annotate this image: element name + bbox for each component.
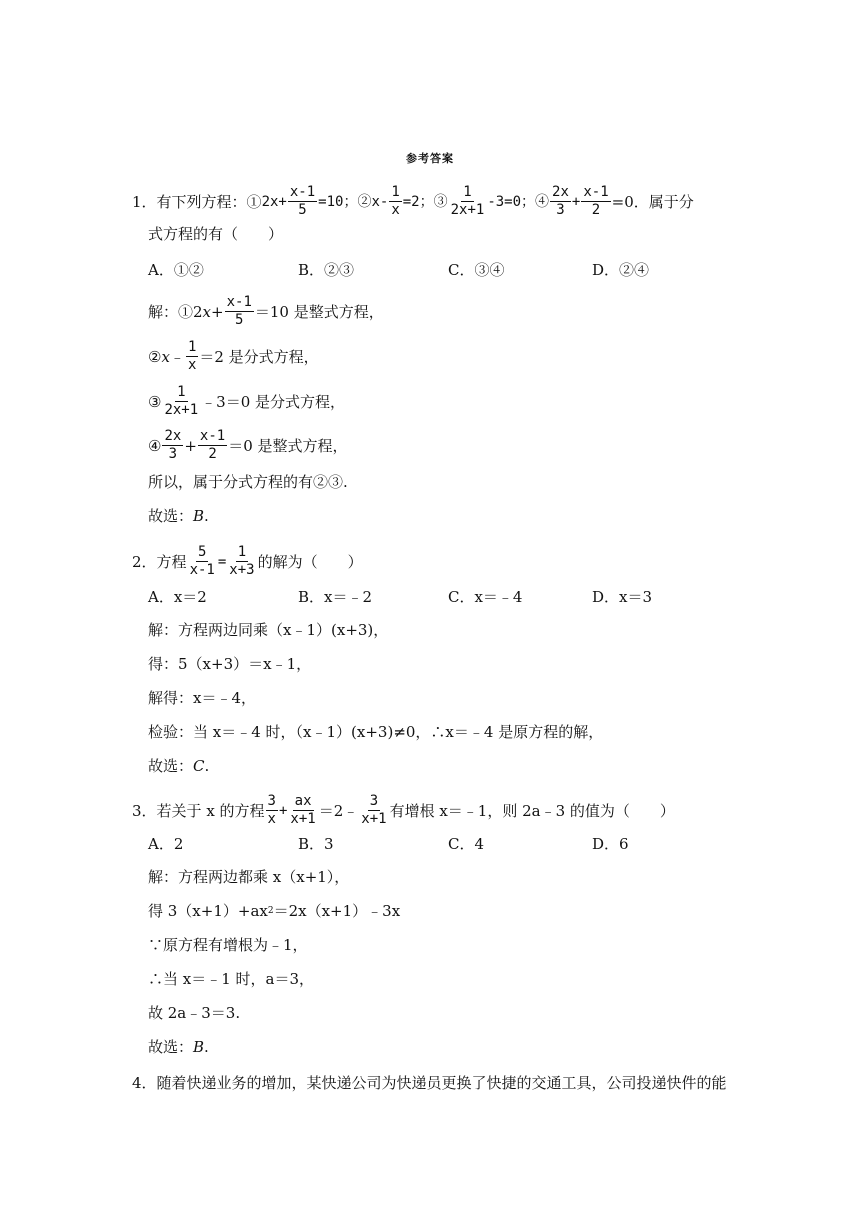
q4-stem: 4． 随着快递业务的增加，某快递公司为快递员更换了快捷的交通工具，公司投递快件的能 — [132, 1074, 727, 1092]
q2-number: 2． — [132, 552, 157, 571]
q1-option-b: B．②③ — [298, 261, 355, 279]
q2-solution-line: 解得：x＝﹣4， — [148, 689, 257, 707]
q1-solution-line: ② x ﹣ $\frac{1}{x}$ ＝2 是分式方程， — [148, 339, 319, 373]
q2-option-c: C．x＝﹣4 — [448, 588, 523, 606]
q2-option-a: A．x＝2 — [148, 588, 207, 606]
fraction: $\frac{1}{x}$ — [391, 184, 400, 218]
q1-stem-cont: 式方程的有（ ） — [148, 225, 284, 243]
q3-stem: 3． 若关于 x 的方程 $\frac{3}{x}$ + $\frac{ax}{x+1}$ ＝2﹣ $\frac{3}{x+1}$ 有增根 x＝﹣1，则 2a﹣3 的值为（ ） — [132, 793, 675, 827]
q2-solution-line: 解：方程两边同乘（x﹣1）(x+3)， — [148, 621, 389, 639]
q2-stem: 2． 方程 $\frac{5}{x-1}$ = $\frac{1}{x+3}$ 的解为（ ） — [132, 544, 363, 578]
q1-option-d: D．②④ — [592, 261, 650, 279]
q3-solution-line: 得 3（x+1）+ax 2 ＝2x（x+1）﹣3x — [148, 902, 401, 920]
q1-option-c: C．③④ — [448, 261, 505, 279]
q2-option-b: B．x＝﹣2 — [298, 588, 373, 606]
q3-answer: 故选： B . — [148, 1038, 209, 1056]
q1-option-a: A．①② — [148, 261, 204, 279]
q1-answer: 故选： B . — [148, 507, 209, 525]
q3-option-b: B．3 — [298, 835, 334, 853]
q1-solution-line: 解：①2 x + $\frac{x-1}{5}$ ＝10 是整式方程， — [148, 294, 384, 328]
q3-solution-line: 故 2a﹣3＝3. — [148, 1004, 241, 1022]
q1-solution-line: ③ $\frac{1}{2x+1}$ ﹣3＝0 是分式方程， — [148, 384, 346, 418]
q1-solution-line: ④ $\frac{2x}{3}$ + $\frac{x-1}{2}$ ＝0 是整式方程， — [148, 428, 348, 462]
q3-option-c: C．4 — [448, 835, 485, 853]
fraction: $\frac{2x}{3}$ — [552, 184, 569, 218]
q2-option-d: D．x＝3 — [592, 588, 653, 606]
q2-solution-line: 检验：当 x＝﹣4 时，（x﹣1）(x+3)≠0，∴x＝﹣4 是原方程的解， — [148, 723, 604, 741]
q2-solution-line: 得：5（x+3）＝x﹣1， — [148, 655, 312, 673]
fraction: $\frac{1}{2x+1}$ — [450, 184, 485, 218]
page-title: 参考答案 — [406, 152, 454, 165]
q4-number: 4． — [132, 1074, 157, 1092]
q3-solution-line: ∴当 x＝﹣1 时，a＝3， — [148, 970, 315, 988]
fraction: $\frac{x-1}{2}$ — [583, 184, 609, 218]
q3-number: 3． — [132, 801, 157, 820]
fraction: $\frac{x-1}{5}$ — [289, 184, 316, 218]
q3-option-d: D．6 — [592, 835, 629, 853]
q3-solution-line: ∵原方程有增根为﹣1， — [148, 936, 308, 954]
q3-option-a: A．2 — [148, 835, 184, 853]
q1-solution-line: 所以，属于分式方程的有②③. — [148, 473, 348, 491]
q3-solution-line: 解：方程两边都乘 x（x+1）， — [148, 868, 350, 886]
q1-stem: 1． 有下列方程：① 2x+ $\frac{x-1}{5}$ =10；② x- $\frac{1}{x}$ =2；③ $\frac{1}{2x+1}$ -3=0；④ $\frac{2x}{3}$ + $\frac{x-1}{2}$ =0．属于分 — [132, 184, 694, 218]
q1-number: 1． — [132, 192, 157, 211]
q2-answer: 故选： C . — [148, 757, 210, 775]
